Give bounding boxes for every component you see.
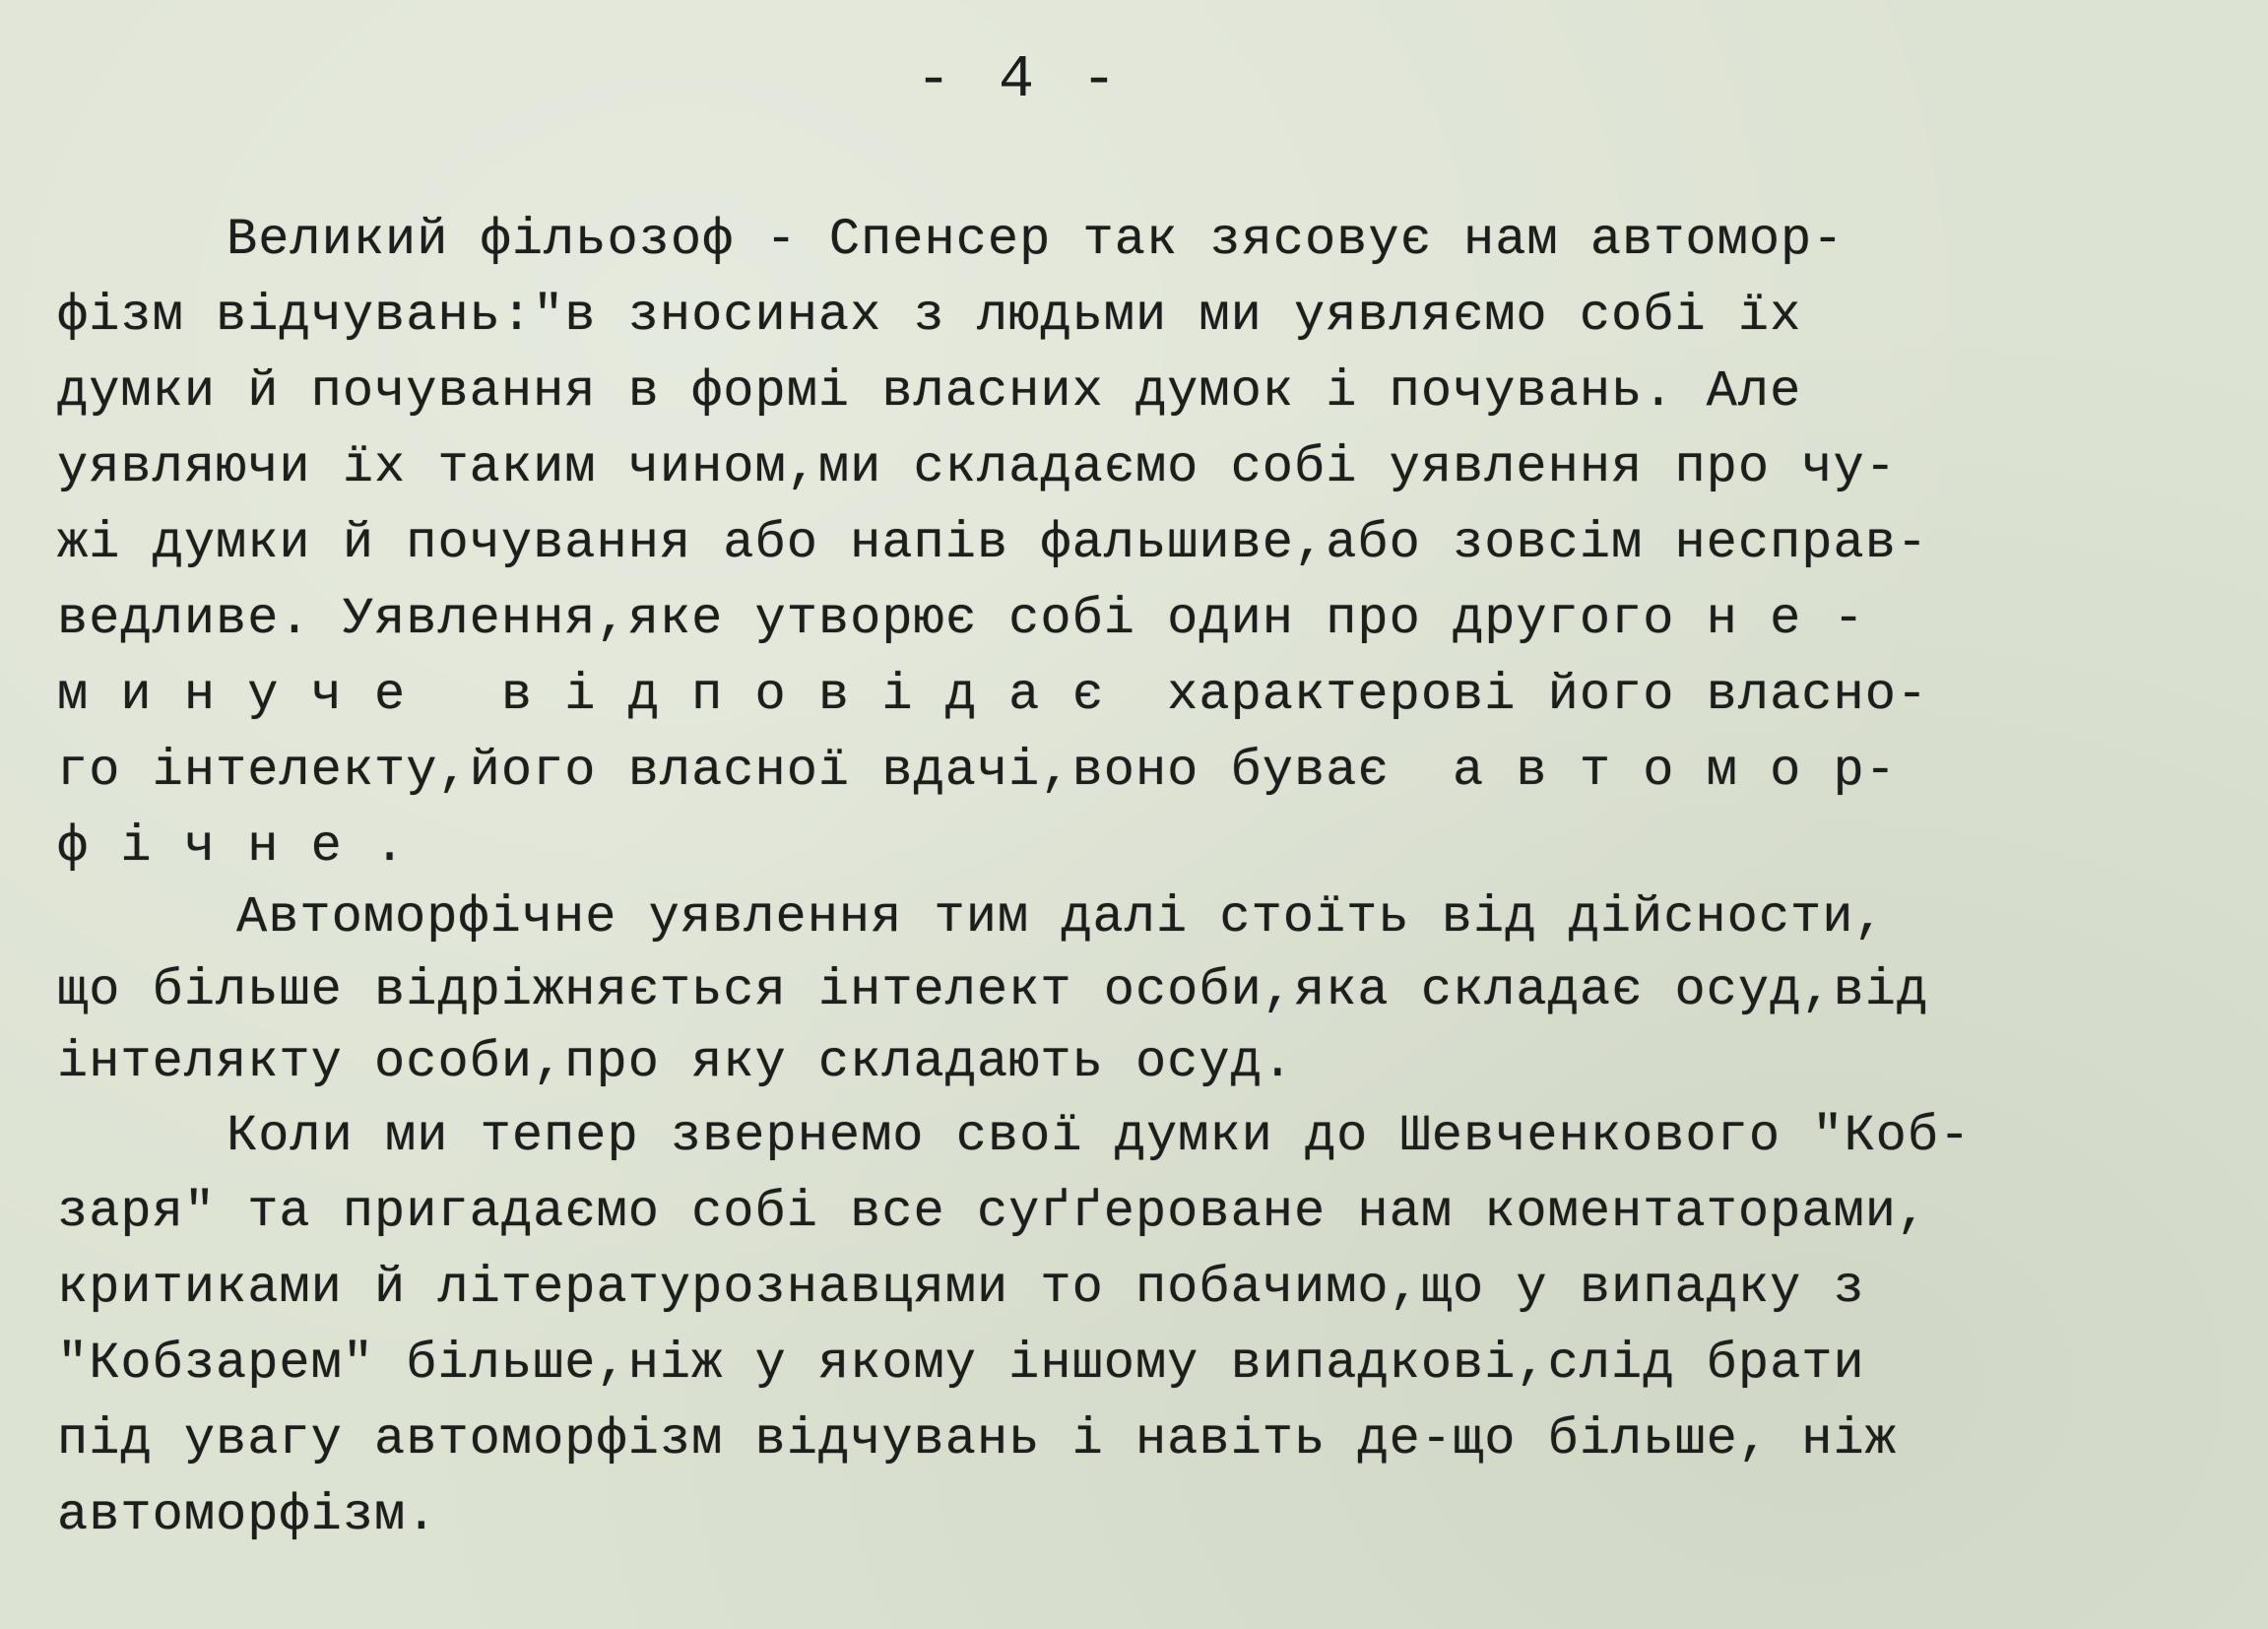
text-line: під увагу автоморфізм відчувань і навіть де-що більше, ніж <box>57 1410 1897 1468</box>
text-line: жі думки й почування або напів фальшиве,або зовсім несправ- <box>57 514 1929 572</box>
text-line: Великий фільозоф - Спенсер так зясовує нам автомор- <box>227 211 1845 269</box>
text-line: ф і ч н е . <box>57 817 407 876</box>
page-number: - 4 - <box>916 47 1124 114</box>
text-line: м и н у ч е в і д п о в і д а є характерові його власно- <box>57 666 1929 724</box>
text-line: автоморфізм. <box>57 1486 438 1544</box>
text-line: Коли ми тепер звернемо свої думки до Шевченкового "Коб- <box>227 1107 1972 1165</box>
text-line: ведливе. Уявлення,яке утворює собі один про другого н е - <box>57 590 1865 648</box>
text-line: го інтелекту,його власної вдачі,воно буває а в т о м о р- <box>57 742 1897 800</box>
text-line: думки й почування в формі власних думок і почувань. Але <box>57 362 1802 421</box>
text-line: Автоморфічне уявлення тим далі стоїть від дійсности, <box>236 888 1886 946</box>
text-line: критиками й літературознавцями то побачимо,що у випадку з <box>57 1259 1865 1317</box>
text-line: інтелякту особи,про яку складають осуд. <box>57 1033 1294 1091</box>
text-line: заря" та пригадаємо собі все суґґероване нам коментаторами, <box>57 1183 1929 1241</box>
text-line: фізм відчувань:"в зносинах з людьми ми уявляємо собі їх <box>57 287 1802 345</box>
text-line: що більше відріжняється інтелект особи,яка складає осуд,від <box>57 961 1929 1019</box>
text-line: уявляючи їх таким чином,ми складаємо собі уявлення про чу- <box>57 438 1897 496</box>
text-line: "Кобзарем" більше,ніж у якому іншому випадкові,слід брати <box>57 1335 1865 1393</box>
